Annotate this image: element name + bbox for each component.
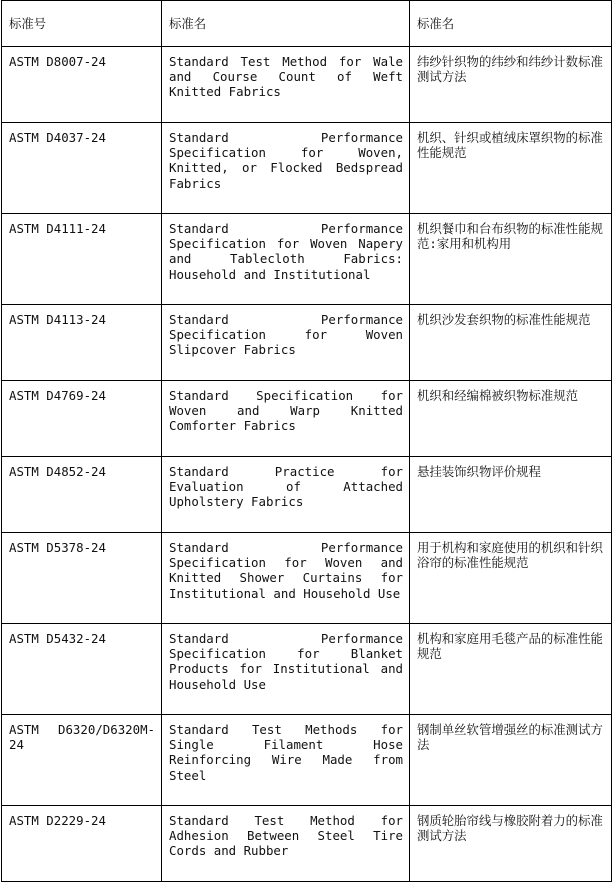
table-row (2, 47, 612, 123)
table-row (2, 533, 612, 624)
table-row (2, 123, 612, 214)
header-english-name: 标准名 (162, 1, 410, 47)
standard-english-name: Standard Performance Specification for Woven, Knitted, or Flocked Bedspread Fabrics (162, 123, 410, 214)
standard-english-name: Standard Test Method for Adhesion Between Steel Tire Cords and Rubber (162, 806, 410, 882)
standard-english-name: Standard Performance Specification for Woven and Knitted Shower Curtains for Institutional and Household Use (162, 533, 410, 624)
standard-code: ASTM D4113-24 (2, 305, 162, 381)
table-row (2, 457, 612, 533)
standard-english-name: Standard Practice for Evaluation of Attached Upholstery Fabrics (162, 457, 410, 533)
standard-code: ASTM D4769-24 (2, 381, 162, 457)
table-row (2, 305, 612, 381)
standard-english-name: Standard Performance Specification for Woven Slipcover Fabrics (162, 305, 410, 381)
standard-code: ASTM D4037-24 (2, 123, 162, 214)
table-row (2, 624, 612, 715)
header-row (2, 1, 612, 47)
standard-chinese-name: 机织、针织或植绒床罩织物的标准性能规范 (410, 123, 612, 214)
standards-table (1, 0, 612, 882)
standard-code: ASTM D6320/D6320M-24 (2, 715, 162, 806)
standard-chinese-name: 机织餐巾和台布织物的标准性能规范:家用和机构用 (410, 214, 612, 305)
standard-code: ASTM D2229-24 (2, 806, 162, 882)
standard-english-name: Standard Performance Specification for Woven Napery and Tablecloth Fabrics: Household and Institutional (162, 214, 410, 305)
standard-chinese-name: 纬纱针织物的纬纱和纬纱计数标准测试方法 (410, 47, 612, 123)
standard-chinese-name: 用于机构和家庭使用的机织和针织浴帘的标准性能规范 (410, 533, 612, 624)
table-row (2, 214, 612, 305)
header-chinese-name: 标准名 (410, 1, 612, 47)
standard-english-name: Standard Test Method for Wale and Course Count of Weft Knitted Fabrics (162, 47, 410, 123)
table-row (2, 715, 612, 806)
standard-chinese-name: 机构和家庭用毛毯产品的标准性能规范 (410, 624, 612, 715)
standard-chinese-name: 机织沙发套织物的标准性能规范 (410, 305, 612, 381)
standard-chinese-name: 钢制单丝软管增强丝的标准测试方法 (410, 715, 612, 806)
table-row (2, 806, 612, 882)
table-row (2, 381, 612, 457)
standard-code: ASTM D4852-24 (2, 457, 162, 533)
standard-english-name: Standard Performance Specification for Blanket Products for Institutional and Household Use (162, 624, 410, 715)
standard-chinese-name: 悬挂装饰织物评价规程 (410, 457, 612, 533)
standard-code: ASTM D8007-24 (2, 47, 162, 123)
standard-code: ASTM D5432-24 (2, 624, 162, 715)
standard-english-name: Standard Specification for Woven and Warp Knitted Comforter Fabrics (162, 381, 410, 457)
header-code: 标准号 (2, 1, 162, 47)
standard-chinese-name: 钢质轮胎帘线与橡胶附着力的标准测试方法 (410, 806, 612, 882)
standard-code: ASTM D5378-24 (2, 533, 162, 624)
standard-code: ASTM D4111-24 (2, 214, 162, 305)
standard-chinese-name: 机织和经编棉被织物标准规范 (410, 381, 612, 457)
standard-english-name: Standard Test Methods for Single Filament Hose Reinforcing Wire Made from Steel (162, 715, 410, 806)
